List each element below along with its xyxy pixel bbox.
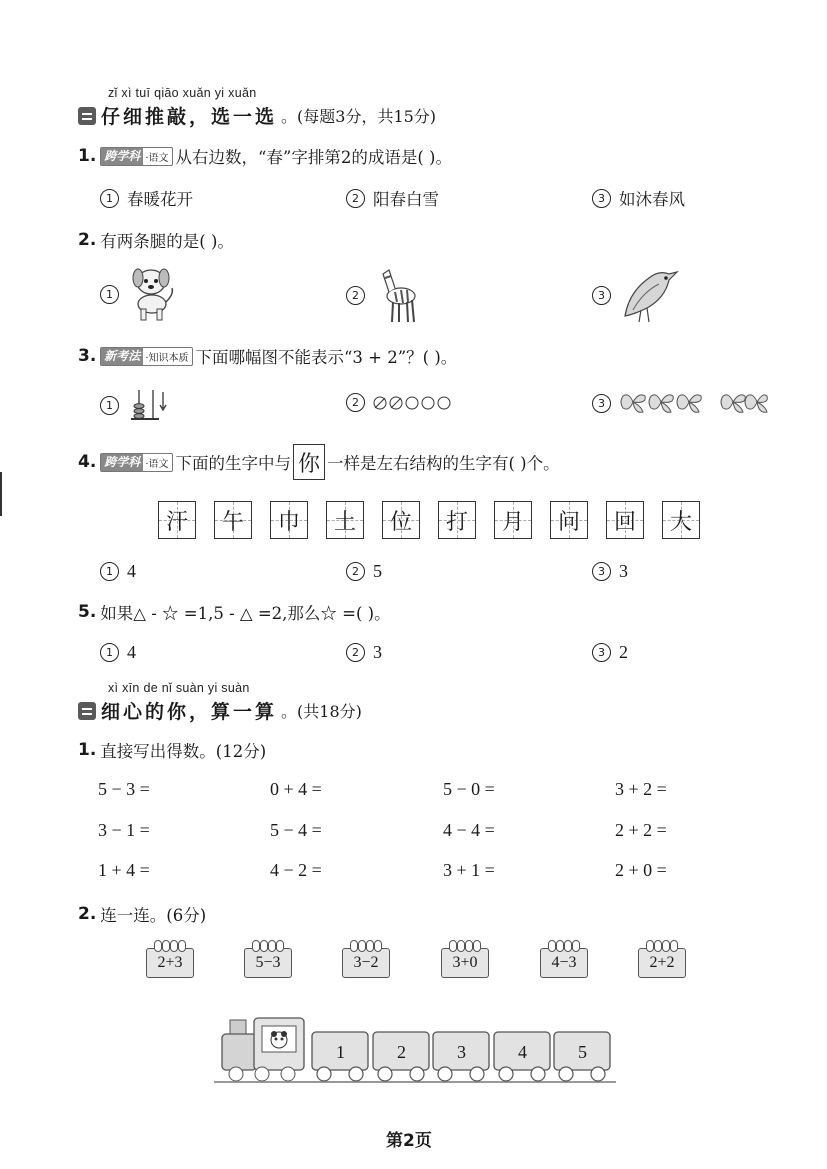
- expression-card-label: 5−3: [255, 954, 281, 971]
- char-box-text: 位: [389, 509, 412, 535]
- char-box: [214, 501, 252, 539]
- char-box-text: 大: [669, 509, 692, 535]
- calc-item[interactable]: 5 − 3 =: [98, 779, 150, 799]
- char-box-text: 月: [501, 509, 524, 535]
- expression-card-label: 3+0: [452, 954, 478, 971]
- crossed-circles-icon: [373, 395, 453, 411]
- option-number-icon: 2: [346, 286, 365, 305]
- char-box: [382, 501, 420, 539]
- char-box-text: 汗: [165, 509, 188, 535]
- train-car-number[interactable]: 2: [397, 1042, 406, 1062]
- calc-item[interactable]: 0 + 4 =: [270, 779, 322, 799]
- q1-tag-main: 跨学科: [101, 148, 143, 165]
- char-box: [326, 501, 364, 539]
- q1-option-1[interactable]: [100, 186, 193, 210]
- calc-item[interactable]: 2 + 2 =: [615, 820, 667, 840]
- option-number-icon: 2: [346, 189, 365, 208]
- q4-text-before: 下面的生字中与: [175, 454, 291, 473]
- option-number-icon: 2: [346, 643, 365, 662]
- expression-card-label: 2+3: [157, 954, 183, 971]
- q1-option-1-label: 春暖花开: [127, 190, 193, 209]
- section2-note: 。(共18分): [281, 702, 362, 721]
- calc-item[interactable]: 5 − 4 =: [270, 820, 322, 840]
- q3-option-3[interactable]: [592, 390, 769, 416]
- char-box: [494, 501, 532, 539]
- expression-card[interactable]: [441, 948, 489, 978]
- section-icon: [78, 107, 96, 125]
- expression-card[interactable]: [244, 948, 292, 978]
- char-box-text: 问: [557, 509, 580, 535]
- connect-number: 2.: [78, 904, 97, 924]
- q5-option-1[interactable]: [100, 642, 136, 663]
- q4-option-3[interactable]: [592, 561, 628, 582]
- option-number-icon: 3: [592, 643, 611, 662]
- q2-number: 2.: [78, 230, 97, 250]
- q4-tag-main: 跨学科: [101, 454, 143, 471]
- question-1: [78, 144, 452, 168]
- q3-text: 下面哪幅图不能表示“3 + 2”？( )。: [195, 348, 458, 367]
- dog-icon: [127, 264, 177, 324]
- q4-option-2-label: 5: [373, 561, 382, 581]
- q4-tag: [100, 453, 172, 472]
- option-number-icon: 3: [592, 394, 611, 413]
- q3-option-1[interactable]: [100, 388, 169, 422]
- q1-option-2-label: 阳春白雪: [373, 190, 439, 209]
- q5-text: 如果△ - ☆ =1,5 - △ =2,那么☆ =( )。: [100, 604, 391, 623]
- q5-option-2-label: 3: [373, 642, 382, 662]
- q1-number: 1.: [78, 146, 97, 166]
- question-4: [78, 444, 560, 480]
- train-icon: [210, 1008, 620, 1088]
- char-box: [158, 501, 196, 539]
- q3-tag-sub: ·知识本质: [145, 352, 189, 364]
- margin-mark: [0, 472, 2, 516]
- connect-question: [78, 902, 206, 926]
- char-box-text: 打: [445, 509, 468, 535]
- option-number-icon: 1: [100, 285, 119, 304]
- train-car-number[interactable]: 4: [518, 1042, 527, 1062]
- train-car-number[interactable]: 3: [457, 1042, 466, 1062]
- q1-option-3[interactable]: [592, 186, 685, 210]
- char-box: [438, 501, 476, 539]
- q5-number: 5.: [78, 602, 97, 622]
- q3-tag-main: 新考法: [101, 348, 143, 365]
- option-number-icon: 1: [100, 396, 119, 415]
- q1-option-2[interactable]: [346, 186, 439, 210]
- q5-option-3[interactable]: [592, 642, 628, 663]
- q3-number: 3.: [78, 346, 97, 366]
- section2-heading: [78, 697, 362, 724]
- q3-option-2[interactable]: [346, 393, 453, 412]
- connect-text: 连一连。(6分): [100, 906, 207, 925]
- expression-card-label: 3−2: [353, 954, 379, 971]
- calc-item[interactable]: 1 + 4 =: [98, 860, 150, 880]
- q2-option-1[interactable]: [100, 264, 177, 324]
- calc-question: [78, 738, 266, 762]
- q4-option-1[interactable]: [100, 561, 136, 582]
- section1-pinyin: zǐ xì tuī qiāo xuǎn yi xuǎn: [108, 86, 257, 100]
- option-number-icon: 2: [346, 562, 365, 581]
- q4-number: 4.: [78, 452, 97, 472]
- q2-text: 有两条腿的是( )。: [100, 232, 234, 251]
- calc-number: 1.: [78, 740, 97, 760]
- option-number-icon: 1: [100, 643, 119, 662]
- q4-option-3-label: 3: [619, 561, 628, 581]
- option-number-icon: 1: [100, 189, 119, 208]
- calc-item[interactable]: 4 − 2 =: [270, 860, 322, 880]
- q4-tag-sub: ·语文: [145, 458, 169, 470]
- expression-card-label: 4−3: [551, 954, 577, 971]
- abacus-icon: [127, 388, 169, 422]
- q2-option-3[interactable]: [592, 264, 679, 326]
- section1-note: 。(每题3分，共15分): [281, 107, 437, 126]
- bird-icon: [619, 264, 679, 326]
- char-box-text: 土: [333, 509, 356, 535]
- expression-card[interactable]: [342, 948, 390, 978]
- calc-item[interactable]: 4 − 4 =: [443, 820, 495, 840]
- option-number-icon: 3: [592, 189, 611, 208]
- q2-option-2[interactable]: [346, 264, 423, 326]
- section2-pinyin: xì xīn de nǐ suàn yi suàn: [108, 681, 250, 695]
- char-box-text: 回: [613, 509, 636, 535]
- section-icon: [78, 702, 96, 720]
- butterflies-icon: [619, 390, 769, 416]
- char-box-text: 午: [221, 509, 244, 535]
- q3-tag: [100, 347, 192, 366]
- option-number-icon: 1: [100, 562, 119, 581]
- char-box: [270, 501, 308, 539]
- option-number-icon: 2: [346, 393, 365, 412]
- q1-option-3-label: 如沐春风: [619, 190, 685, 209]
- q5-option-1-label: 4: [127, 642, 136, 662]
- expression-card[interactable]: [638, 948, 686, 978]
- calc-text: 直接写出得数。(12分): [100, 742, 267, 761]
- q1-text: 从右边数，“春”字排第2的成语是( )。: [175, 148, 452, 167]
- calc-item[interactable]: 3 + 1 =: [443, 860, 495, 880]
- question-5: [78, 600, 391, 624]
- q1-tag-sub: ·语文: [145, 152, 169, 164]
- option-number-icon: 3: [592, 286, 611, 305]
- calc-item[interactable]: 5 − 0 =: [443, 779, 495, 799]
- expression-card[interactable]: [146, 948, 194, 978]
- char-box: [606, 501, 644, 539]
- q1-tag: [100, 147, 172, 166]
- q5-option-3-label: 2: [619, 642, 628, 662]
- section1-heading: [78, 102, 436, 129]
- expression-card[interactable]: [540, 948, 588, 978]
- calc-item[interactable]: 2 + 0 =: [615, 860, 667, 880]
- char-box: [662, 501, 700, 539]
- train-car-number[interactable]: 1: [336, 1042, 345, 1062]
- train-car-number[interactable]: 5: [578, 1042, 587, 1062]
- q4-option-1-label: 4: [127, 561, 136, 581]
- question-3: [78, 344, 457, 368]
- section1-title: 仔细推敲，选一选: [101, 106, 278, 128]
- calc-item[interactable]: 3 − 1 =: [98, 820, 150, 840]
- q5-option-2[interactable]: [346, 642, 382, 663]
- calc-item[interactable]: 3 + 2 =: [615, 779, 667, 799]
- q4-text-after: 一样是左右结构的生字有( )个。: [327, 454, 560, 473]
- question-2: [78, 228, 234, 252]
- char-box: [550, 501, 588, 539]
- option-number-icon: 3: [592, 562, 611, 581]
- char-box-text: 巾: [277, 509, 300, 535]
- section2-title: 细心的你，算一算: [101, 701, 278, 723]
- q4-option-2[interactable]: [346, 561, 382, 582]
- expression-card-label: 2+2: [649, 954, 675, 971]
- q4-highlight-char: 你: [293, 444, 325, 480]
- page-number: 第2页: [386, 1131, 432, 1151]
- zebra-icon: [373, 264, 423, 326]
